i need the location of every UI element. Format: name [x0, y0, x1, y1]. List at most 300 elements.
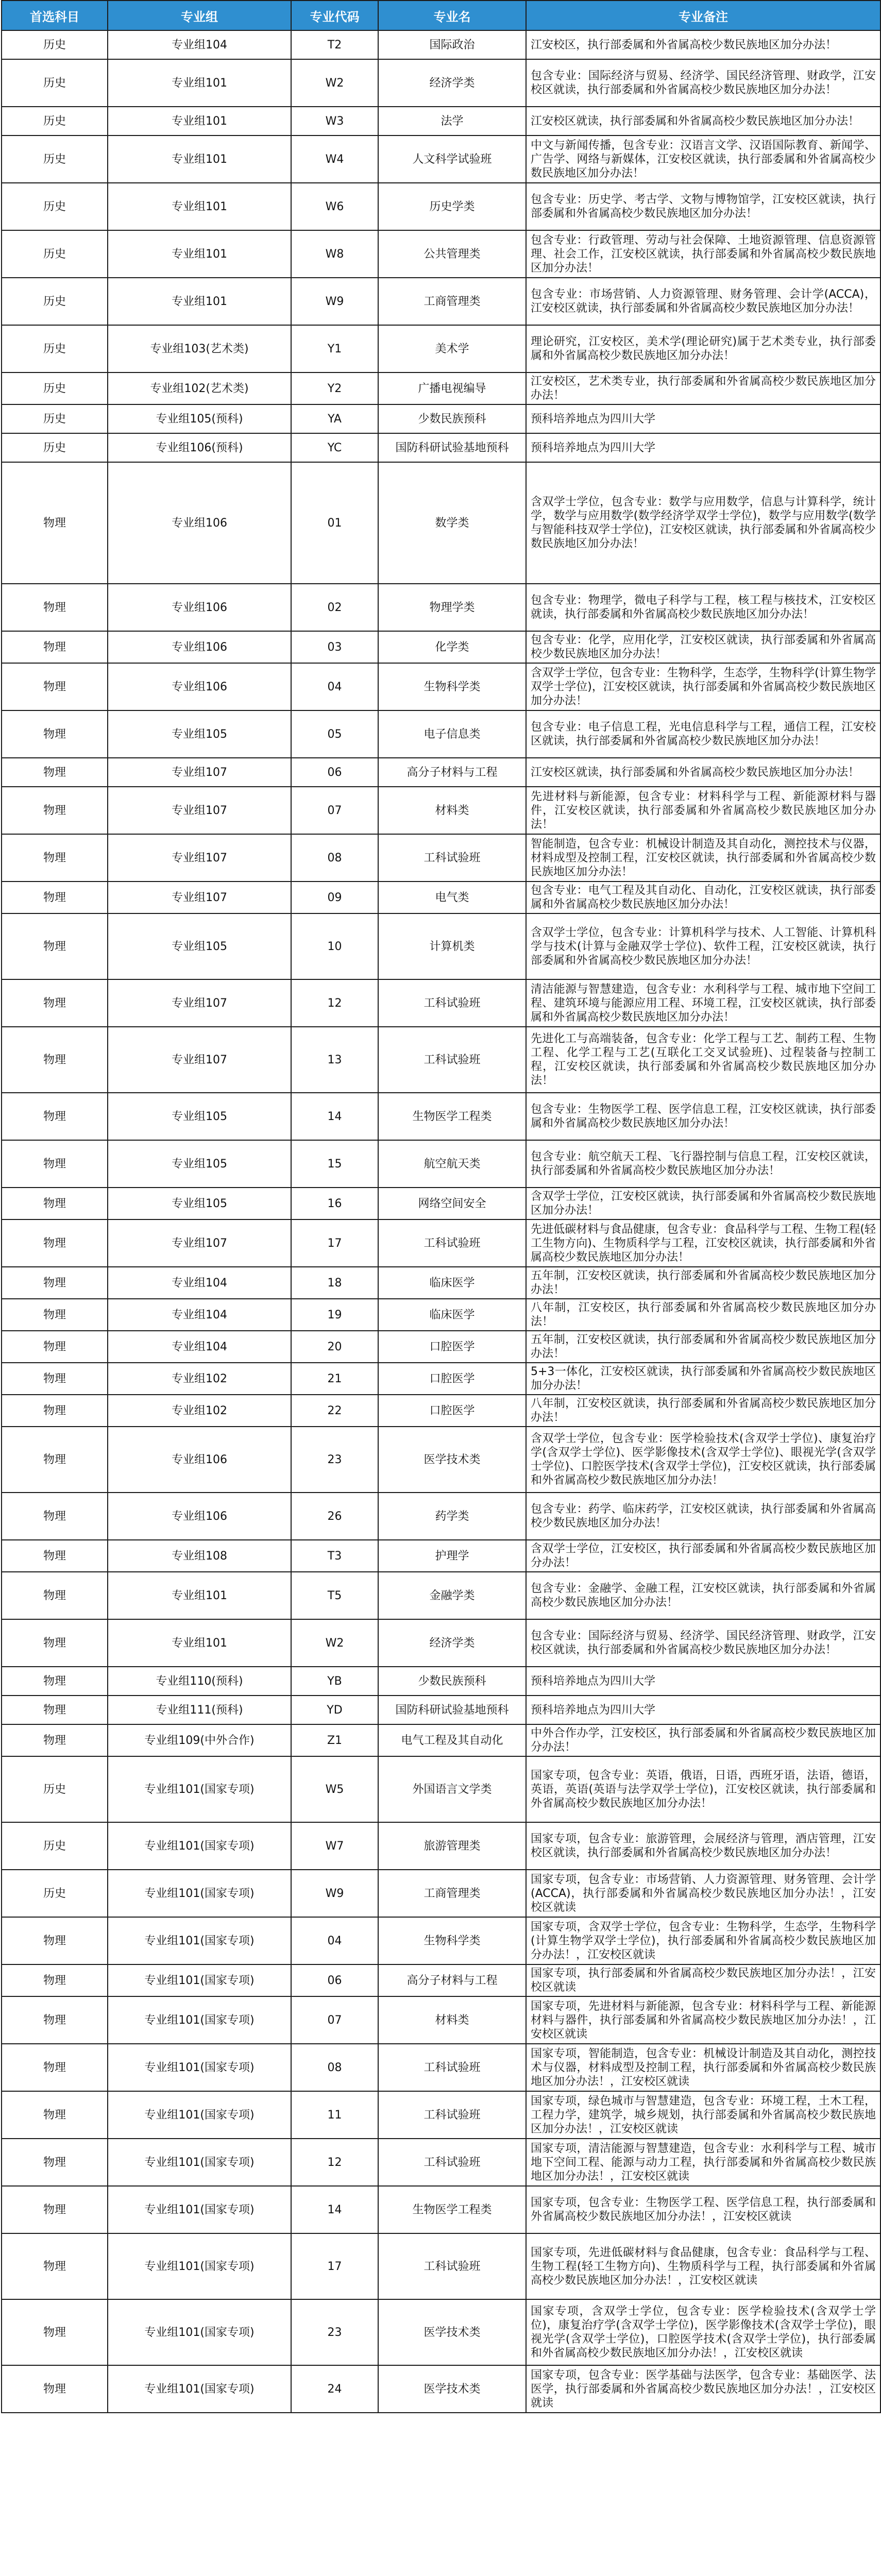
- table-row: [2, 107, 880, 135]
- cell-group: 专业组101: [108, 135, 291, 183]
- cell-subject: 物理: [2, 462, 108, 584]
- cell-group: 专业组105: [108, 913, 291, 979]
- cell-major-note: 预科培养地点为四川大学: [526, 1667, 880, 1696]
- table-row: [2, 1363, 880, 1395]
- cell-code: W3: [291, 107, 378, 135]
- cell-subject: 物理: [2, 758, 108, 787]
- cell-group: 专业组101(国家专项): [108, 2186, 291, 2233]
- cell-major-name: 少数民族预科: [378, 1667, 526, 1696]
- header-major-note: 专业备注: [526, 1, 880, 30]
- cell-code: 04: [291, 1917, 378, 1964]
- cell-major-name: 高分子材料与工程: [378, 1964, 526, 1996]
- cell-major-name: 生物医学工程类: [378, 1093, 526, 1140]
- cell-major-note: 国家专项，包含专业：市场营销、人力资源管理、财务管理、会计学(ACCA)，执行部委属和外省属高校少数民族地区加分办法！，江安校区就读: [526, 1870, 880, 1917]
- table-row: [2, 1572, 880, 1619]
- cell-code: 14: [291, 1093, 378, 1140]
- cell-subject: 物理: [2, 1572, 108, 1619]
- cell-code: 20: [291, 1331, 378, 1363]
- cell-major-note: 含双学士学位，江安校区就读，执行部委属和外省属高校少数民族地区加分办法！: [526, 1188, 880, 1219]
- cell-major-note: 八年制，江安校区，执行部委属和外省属高校少数民族地区加分办法！: [526, 1299, 880, 1331]
- cell-code: W2: [291, 1619, 378, 1667]
- table-row: [2, 2139, 880, 2186]
- cell-subject: 物理: [2, 1188, 108, 1219]
- cell-major-name: 经济学类: [378, 1619, 526, 1667]
- cell-group: 专业组101(国家专项): [108, 2233, 291, 2299]
- cell-major-note: 先进化工与高端装备，包含专业：化学工程与工艺、制药工程、生物工程、化学工程与工艺(互联化工交叉试验班)、过程装备与控制工程，江安校区就读，执行部委属和外省属高校少数民族地区加分办法！: [526, 1027, 880, 1093]
- cell-code: 14: [291, 2186, 378, 2233]
- cell-major-name: 材料类: [378, 1996, 526, 2044]
- cell-group: 专业组105: [108, 1140, 291, 1188]
- cell-code: 16: [291, 1188, 378, 1219]
- cell-major-name: 网络空间安全: [378, 1188, 526, 1219]
- cell-group: 专业组105: [108, 1093, 291, 1140]
- cell-subject: 历史: [2, 325, 108, 372]
- cell-major-note: 国家专项，清洁能源与智慧建造，包含专业：水利科学与工程、城市地下空间工程、能源与动力工程，执行部委属和外省属高校少数民族地区加分办法！，江安校区就读: [526, 2139, 880, 2186]
- cell-major-name: 工科试验班: [378, 2044, 526, 2091]
- cell-code: 08: [291, 2044, 378, 2091]
- cell-subject: 历史: [2, 1756, 108, 1822]
- cell-group: 专业组101(国家专项): [108, 1870, 291, 1917]
- table-row: [2, 663, 880, 710]
- cell-subject: 历史: [2, 230, 108, 278]
- table-row: [2, 1822, 880, 1870]
- cell-subject: 物理: [2, 1267, 108, 1299]
- table-row: [2, 30, 880, 59]
- cell-major-note: 包含专业：历史学、考古学、文物与博物馆学，江安校区就读，执行部委属和外省属高校少数民族地区加分办法！: [526, 183, 880, 230]
- cell-major-name: 口腔医学: [378, 1363, 526, 1395]
- cell-subject: 物理: [2, 631, 108, 663]
- cell-major-name: 医学技术类: [378, 1427, 526, 1493]
- cell-code: W7: [291, 1822, 378, 1870]
- table-row: [2, 325, 880, 372]
- cell-code: 13: [291, 1027, 378, 1093]
- cell-code: 24: [291, 2365, 378, 2413]
- cell-major-name: 经济学类: [378, 59, 526, 107]
- cell-major-note: 包含专业：国际经济与贸易、经济学、国民经济管理、财政学，江安校区就读，执行部委属和外省属高校少数民族地区加分办法！: [526, 59, 880, 107]
- cell-group: 专业组106: [108, 631, 291, 663]
- cell-major-note: 五年制，江安校区就读，执行部委属和外省属高校少数民族地区加分办法！: [526, 1267, 880, 1299]
- cell-subject: 历史: [2, 59, 108, 107]
- cell-major-note: 国家专项，包含专业：旅游管理，会展经济与管理，酒店管理，江安校区就读，执行部委属和外省属高校少数民族地区加分办法！: [526, 1822, 880, 1870]
- cell-group: 专业组101: [108, 230, 291, 278]
- cell-major-note: 国家专项，包含专业：英语，俄语，日语，西班牙语，法语，德语，英语，英语(英语与法学双学士学位)，江安校区就读，执行部委属和外省属高校少数民族地区加分办法！: [526, 1756, 880, 1822]
- cell-major-name: 广播电视编导: [378, 372, 526, 404]
- cell-major-name: 工科试验班: [378, 2091, 526, 2139]
- cell-major-note: 八年制，江安校区就读，执行部委属和外省属高校少数民族地区加分办法！: [526, 1395, 880, 1427]
- cell-major-note: 中外合作办学，江安校区，执行部委属和外省属高校少数民族地区加分办法！: [526, 1724, 880, 1756]
- table-row: [2, 230, 880, 278]
- table-row: [2, 1756, 880, 1822]
- cell-major-note: 国家专项，含双学士学位，包含专业：医学检验技术(含双学士学位)，康复治疗学(含双学士学位)，医学影像技术(含双学士学位)，眼视光学(含双学士学位)，口腔医学技术(含双学士学位)，执行部委属和外省属高校少数民族地区加分办法！，江安校区就读: [526, 2299, 880, 2365]
- cell-group: 专业组102: [108, 1363, 291, 1395]
- cell-subject: 物理: [2, 1964, 108, 1996]
- cell-group: 专业组110(预科): [108, 1667, 291, 1696]
- cell-major-note: 包含专业：药学、临床药学，江安校区就读，执行部委属和外省属高校少数民族地区加分办法！: [526, 1493, 880, 1540]
- cell-group: 专业组101(国家专项): [108, 1917, 291, 1964]
- cell-subject: 物理: [2, 1996, 108, 2044]
- cell-subject: 物理: [2, 882, 108, 913]
- table-row: [2, 979, 880, 1027]
- table-row: [2, 2233, 880, 2299]
- table-row: [2, 2091, 880, 2139]
- cell-major-note: 国家专项，绿色城市与智慧建造，包含专业：环境工程，土木工程，工程力学，建筑学，城乡规划，执行部委属和外省属高校少数民族地区加分办法！，江安校区就读: [526, 2091, 880, 2139]
- header-code: 专业代码: [291, 1, 378, 30]
- cell-major-note: 包含专业：市场营销、人力资源管理、财务管理、会计学(ACCA)，江安校区就读，执行部委属和外省属高校少数民族地区加分办法！: [526, 278, 880, 325]
- cell-code: 26: [291, 1493, 378, 1540]
- cell-group: 专业组101(国家专项): [108, 2091, 291, 2139]
- table-row: [2, 913, 880, 979]
- cell-code: Y1: [291, 325, 378, 372]
- table-row: [2, 1619, 880, 1667]
- cell-group: 专业组107: [108, 1027, 291, 1093]
- cell-subject: 物理: [2, 663, 108, 710]
- cell-subject: 历史: [2, 404, 108, 433]
- cell-major-name: 工科试验班: [378, 2233, 526, 2299]
- cell-major-name: 化学类: [378, 631, 526, 663]
- cell-code: 21: [291, 1363, 378, 1395]
- cell-major-note: 包含专业：化学，应用化学，江安校区就读，执行部委属和外省属高校少数民族地区加分办法！: [526, 631, 880, 663]
- table-row: [2, 1427, 880, 1493]
- cell-major-name: 法学: [378, 107, 526, 135]
- cell-code: 11: [291, 2091, 378, 2139]
- cell-code: 09: [291, 882, 378, 913]
- cell-major-note: 理论研究，江安校区，美术学(理论研究)属于艺术类专业，执行部委属和外省属高校少数民族地区加分办法！: [526, 325, 880, 372]
- cell-major-note: 国家专项，包含专业：生物医学工程、医学信息工程，执行部委属和外省属高校少数民族地区加分办法！，江安校区就读: [526, 2186, 880, 2233]
- cell-subject: 物理: [2, 913, 108, 979]
- cell-major-name: 电气工程及其自动化: [378, 1724, 526, 1756]
- table-row: [2, 404, 880, 433]
- cell-subject: 历史: [2, 278, 108, 325]
- cell-major-name: 生物科学类: [378, 1917, 526, 1964]
- cell-code: 08: [291, 834, 378, 882]
- cell-subject: 物理: [2, 2091, 108, 2139]
- cell-code: 19: [291, 1299, 378, 1331]
- cell-subject: 物理: [2, 1724, 108, 1756]
- cell-major-name: 少数民族预科: [378, 404, 526, 433]
- cell-major-name: 生物医学工程类: [378, 2186, 526, 2233]
- cell-group: 专业组101: [108, 1572, 291, 1619]
- cell-code: 04: [291, 663, 378, 710]
- cell-major-name: 航空航天类: [378, 1140, 526, 1188]
- cell-major-name: 电气类: [378, 882, 526, 913]
- cell-major-note: 包含专业：国际经济与贸易、经济学、国民经济管理、财政学，江安校区就读，执行部委属和外省属高校少数民族地区加分办法！: [526, 1619, 880, 1667]
- table-row: [2, 1299, 880, 1331]
- cell-group: 专业组108: [108, 1540, 291, 1572]
- header-group: 专业组: [108, 1, 291, 30]
- cell-major-note: 五年制，江安校区就读，执行部委属和外省属高校少数民族地区加分办法！: [526, 1331, 880, 1363]
- cell-group: 专业组105: [108, 710, 291, 758]
- table-row: [2, 2186, 880, 2233]
- cell-subject: 物理: [2, 1140, 108, 1188]
- table-row: [2, 758, 880, 787]
- table-header-row: [2, 1, 880, 30]
- cell-group: 专业组102(艺术类): [108, 372, 291, 404]
- cell-code: Z1: [291, 1724, 378, 1756]
- cell-subject: 历史: [2, 372, 108, 404]
- admission-plan-table: [1, 0, 881, 2413]
- cell-subject: 历史: [2, 107, 108, 135]
- cell-code: 12: [291, 979, 378, 1027]
- cell-major-note: 含双学士学位，江安校区，执行部委属和外省属高校少数民族地区加分办法！: [526, 1540, 880, 1572]
- cell-group: 专业组103(艺术类): [108, 325, 291, 372]
- cell-group: 专业组102: [108, 1395, 291, 1427]
- cell-major-note: 国家专项，含双学士学位，包含专业：生物科学，生态学，生物科学(计算生物学双学士学位)，执行部委属和外省属高校少数民族地区加分办法！，江安校区就读: [526, 1917, 880, 1964]
- cell-code: 06: [291, 1964, 378, 1996]
- cell-major-note: 国家专项，包含专业：医学基础与法医学，包含专业：基础医学、法医学，执行部委属和外省属高校少数民族地区加分办法！，江安校区就读: [526, 2365, 880, 2413]
- cell-major-note: 智能制造，包含专业：机械设计制造及其自动化，测控技术与仪器，材料成型及控制工程，江安校区就读，执行部委属和外省属高校少数民族地区加分办法！: [526, 834, 880, 882]
- cell-subject: 物理: [2, 1493, 108, 1540]
- header-subject: 首选科目: [2, 1, 108, 30]
- cell-group: 专业组106: [108, 462, 291, 584]
- cell-subject: 物理: [2, 1093, 108, 1140]
- table-row: [2, 1188, 880, 1219]
- cell-code: 22: [291, 1395, 378, 1427]
- cell-code: 02: [291, 584, 378, 631]
- cell-major-note: 预科培养地点为四川大学: [526, 433, 880, 462]
- cell-major-name: 工商管理类: [378, 278, 526, 325]
- cell-subject: 历史: [2, 1870, 108, 1917]
- cell-subject: 物理: [2, 787, 108, 834]
- cell-group: 专业组101: [108, 1619, 291, 1667]
- cell-group: 专业组105(预科): [108, 404, 291, 433]
- table-row: [2, 183, 880, 230]
- table-row: [2, 1696, 880, 1724]
- cell-subject: 物理: [2, 1619, 108, 1667]
- cell-code: T2: [291, 30, 378, 59]
- table-row: [2, 372, 880, 404]
- cell-major-name: 旅游管理类: [378, 1822, 526, 1870]
- cell-major-note: 5+3一体化，江安校区就读，执行部委属和外省属高校少数民族地区加分办法！: [526, 1363, 880, 1395]
- cell-major-name: 工科试验班: [378, 1219, 526, 1267]
- cell-major-name: 生物科学类: [378, 663, 526, 710]
- cell-group: 专业组107: [108, 979, 291, 1027]
- cell-subject: 物理: [2, 1363, 108, 1395]
- cell-major-note: 包含专业：电气工程及其自动化、自动化，江安校区就读，执行部委属和外省属高校少数民族地区加分办法！: [526, 882, 880, 913]
- cell-major-name: 医学技术类: [378, 2365, 526, 2413]
- cell-major-name: 口腔医学: [378, 1331, 526, 1363]
- cell-code: Y2: [291, 372, 378, 404]
- cell-group: 专业组101(国家专项): [108, 1996, 291, 2044]
- cell-major-name: 临床医学: [378, 1299, 526, 1331]
- cell-code: YB: [291, 1667, 378, 1696]
- table-row: [2, 834, 880, 882]
- cell-major-name: 公共管理类: [378, 230, 526, 278]
- cell-code: W2: [291, 59, 378, 107]
- cell-major-note: 江安校区就读，执行部委属和外省属高校少数民族地区加分办法！: [526, 107, 880, 135]
- cell-subject: 历史: [2, 135, 108, 183]
- cell-group: 专业组109(中外合作): [108, 1724, 291, 1756]
- cell-major-name: 工科试验班: [378, 2139, 526, 2186]
- cell-code: 23: [291, 1427, 378, 1493]
- cell-major-name: 工科试验班: [378, 979, 526, 1027]
- cell-major-note: 江安校区就读，执行部委属和外省属高校少数民族地区加分办法！: [526, 758, 880, 787]
- cell-major-note: 含双学士学位，包含专业：医学检验技术(含双学士学位)、康复治疗学(含双学士学位)、医学影像技术(含双学士学位)、眼视光学(含双学士学位)、口腔医学技术(含双学士学位)，江安校区就读，执行部委属和外省属高校少数民族地区加分办法！: [526, 1427, 880, 1493]
- header-major-name: 专业名: [378, 1, 526, 30]
- cell-group: 专业组101(国家专项): [108, 2299, 291, 2365]
- cell-major-note: 先进低碳材料与食品健康，包含专业：食品科学与工程、生物工程(轻工生物方向)、生物质科学与工程，江安校区就读，执行部委属和外省属高校少数民族地区加分办法！: [526, 1219, 880, 1267]
- cell-subject: 历史: [2, 30, 108, 59]
- table-row: [2, 433, 880, 462]
- table-row: [2, 710, 880, 758]
- cell-code: W8: [291, 230, 378, 278]
- cell-code: 01: [291, 462, 378, 584]
- cell-code: 17: [291, 2233, 378, 2299]
- cell-major-name: 数学类: [378, 462, 526, 584]
- cell-major-name: 临床医学: [378, 1267, 526, 1299]
- cell-code: YA: [291, 404, 378, 433]
- cell-code: 18: [291, 1267, 378, 1299]
- table-row: [2, 1667, 880, 1696]
- cell-group: 专业组107: [108, 758, 291, 787]
- cell-code: YC: [291, 433, 378, 462]
- cell-subject: 物理: [2, 1027, 108, 1093]
- cell-subject: 物理: [2, 2139, 108, 2186]
- table-row: [2, 278, 880, 325]
- cell-major-name: 美术学: [378, 325, 526, 372]
- table-body: [2, 30, 880, 2413]
- cell-major-note: 含双学士学位，包含专业：数学与应用数学，信息与计算科学，统计学，数学与应用数学(数学经济学双学士学位)，数学与应用数学(数学与智能科技双学士学位)，江安校区就读，执行部委属和外省属高校少数民族地区加分办法！: [526, 462, 880, 584]
- table-row: [2, 1493, 880, 1540]
- cell-subject: 物理: [2, 979, 108, 1027]
- cell-major-note: 中文与新闻传播，包含专业：汉语言文学、汉语国际教育、新闻学、广告学、网络与新媒体，江安校区就读，执行部委属和外省属高校少数民族地区加分办法！: [526, 135, 880, 183]
- cell-major-name: 外国语言文学类: [378, 1756, 526, 1822]
- cell-group: 专业组101: [108, 107, 291, 135]
- cell-code: W4: [291, 135, 378, 183]
- table-row: [2, 882, 880, 913]
- cell-major-name: 物理学类: [378, 584, 526, 631]
- cell-major-name: 电子信息类: [378, 710, 526, 758]
- cell-group: 专业组101(国家专项): [108, 1822, 291, 1870]
- cell-major-name: 历史学类: [378, 183, 526, 230]
- table-row: [2, 2299, 880, 2365]
- cell-major-note: 含双学士学位，包含专业：生物科学，生态学，生物科学(计算生物学双学士学位)，江安校区就读，执行部委属和外省属高校少数民族地区加分办法！: [526, 663, 880, 710]
- table-row: [2, 1540, 880, 1572]
- cell-major-name: 工科试验班: [378, 1027, 526, 1093]
- cell-major-name: 人文科学试验班: [378, 135, 526, 183]
- cell-major-name: 国防科研试验基地预科: [378, 433, 526, 462]
- cell-group: 专业组101: [108, 183, 291, 230]
- table-row: [2, 1917, 880, 1964]
- cell-group: 专业组104: [108, 1299, 291, 1331]
- cell-major-note: 包含专业：行政管理、劳动与社会保障、土地资源管理、信息资源管理、社会工作，江安校区就读，执行部委属和外省属高校少数民族地区加分办法！: [526, 230, 880, 278]
- cell-group: 专业组106(预科): [108, 433, 291, 462]
- cell-major-note: 包含专业：金融学、金融工程，江安校区就读，执行部委属和外省属高校少数民族地区加分办法！: [526, 1572, 880, 1619]
- table-row: [2, 631, 880, 663]
- cell-major-note: 国家专项，先进材料与新能源，包含专业：材料科学与工程、新能源材料与器件，执行部委属和外省属高校少数民族地区加分办法！，江安校区就读: [526, 1996, 880, 2044]
- cell-major-name: 金融学类: [378, 1572, 526, 1619]
- cell-major-name: 材料类: [378, 787, 526, 834]
- table-row: [2, 1093, 880, 1140]
- table-row: [2, 59, 880, 107]
- table-row: [2, 1996, 880, 2044]
- cell-major-name: 口腔医学: [378, 1395, 526, 1427]
- table-row: [2, 1964, 880, 1996]
- table-row: [2, 2365, 880, 2413]
- cell-subject: 物理: [2, 2044, 108, 2091]
- cell-major-note: 含双学士学位，包含专业：计算机科学与技术、人工智能、计算机科学与技术(计算与金融双学士学位)、软件工程，江安校区就读，执行部委属和外省属高校少数民族地区加分办法！: [526, 913, 880, 979]
- table-row: [2, 1027, 880, 1093]
- cell-group: 专业组101: [108, 59, 291, 107]
- cell-group: 专业组106: [108, 584, 291, 631]
- cell-code: 17: [291, 1219, 378, 1267]
- cell-subject: 物理: [2, 2365, 108, 2413]
- cell-group: 专业组106: [108, 663, 291, 710]
- table-row: [2, 2044, 880, 2091]
- cell-major-note: 预科培养地点为四川大学: [526, 1696, 880, 1724]
- cell-major-note: 国家专项，执行部委属和外省属高校少数民族地区加分办法！，江安校区就读: [526, 1964, 880, 1996]
- cell-subject: 物理: [2, 1540, 108, 1572]
- cell-code: T5: [291, 1572, 378, 1619]
- cell-code: 10: [291, 913, 378, 979]
- cell-major-name: 药学类: [378, 1493, 526, 1540]
- cell-major-note: 国家专项，智能制造，包含专业：机械设计制造及其自动化，测控技术与仪器，材料成型及控制工程，执行部委属和外省属高校少数民族地区加分办法！，江安校区就读: [526, 2044, 880, 2091]
- cell-major-note: 预科培养地点为四川大学: [526, 404, 880, 433]
- cell-subject: 物理: [2, 1219, 108, 1267]
- cell-code: 23: [291, 2299, 378, 2365]
- cell-subject: 物理: [2, 834, 108, 882]
- cell-major-note: 清洁能源与智慧建造，包含专业：水利科学与工程、城市地下空间工程、建筑环境与能源应用工程、环境工程，江安校区就读，执行部委属和外省属高校少数民族地区加分办法！: [526, 979, 880, 1027]
- cell-subject: 物理: [2, 1299, 108, 1331]
- cell-subject: 物理: [2, 2299, 108, 2365]
- cell-major-name: 高分子材料与工程: [378, 758, 526, 787]
- cell-code: W5: [291, 1756, 378, 1822]
- cell-major-name: 工科试验班: [378, 834, 526, 882]
- cell-major-name: 计算机类: [378, 913, 526, 979]
- cell-major-note: 包含专业：物理学，微电子科学与工程，核工程与核技术，江安校区就读，执行部委属和外省属高校少数民族地区加分办法！: [526, 584, 880, 631]
- cell-subject: 物理: [2, 1395, 108, 1427]
- cell-major-note: 包含专业：生物医学工程、医学信息工程，江安校区就读，执行部委属和外省属高校少数民族地区加分办法！: [526, 1093, 880, 1140]
- cell-subject: 历史: [2, 433, 108, 462]
- cell-group: 专业组101(国家专项): [108, 2044, 291, 2091]
- cell-major-note: 国家专项，先进低碳材料与食品健康，包含专业：食品科学与工程、生物工程(轻工生物方向)、生物质科学与工程，执行部委属和外省属高校少数民族地区加分办法！，江安校区就读: [526, 2233, 880, 2299]
- table-row: [2, 1870, 880, 1917]
- cell-group: 专业组104: [108, 1267, 291, 1299]
- cell-code: W9: [291, 1870, 378, 1917]
- cell-group: 专业组104: [108, 1331, 291, 1363]
- cell-major-note: 包含专业：电子信息工程，光电信息科学与工程，通信工程，江安校区就读，执行部委属和外省属高校少数民族地区加分办法！: [526, 710, 880, 758]
- cell-subject: 历史: [2, 1822, 108, 1870]
- cell-major-name: 国际政治: [378, 30, 526, 59]
- cell-major-note: 江安校区，执行部委属和外省属高校少数民族地区加分办法！: [526, 30, 880, 59]
- cell-code: T3: [291, 1540, 378, 1572]
- cell-major-note: 包含专业：航空航天工程、飞行器控制与信息工程，江安校区就读，执行部委属和外省属高校少数民族地区加分办法！: [526, 1140, 880, 1188]
- cell-group: 专业组101(国家专项): [108, 1964, 291, 1996]
- cell-group: 专业组107: [108, 834, 291, 882]
- cell-code: 03: [291, 631, 378, 663]
- cell-subject: 物理: [2, 1667, 108, 1696]
- cell-subject: 物理: [2, 2233, 108, 2299]
- cell-group: 专业组101(国家专项): [108, 2139, 291, 2186]
- cell-group: 专业组107: [108, 882, 291, 913]
- cell-major-name: 工商管理类: [378, 1870, 526, 1917]
- cell-code: 06: [291, 758, 378, 787]
- cell-subject: 物理: [2, 1917, 108, 1964]
- cell-code: 07: [291, 787, 378, 834]
- cell-major-name: 护理学: [378, 1540, 526, 1572]
- cell-group: 专业组101(国家专项): [108, 1756, 291, 1822]
- cell-code: W6: [291, 183, 378, 230]
- cell-code: 15: [291, 1140, 378, 1188]
- table-row: [2, 1724, 880, 1756]
- cell-code: 07: [291, 1996, 378, 2044]
- cell-group: 专业组106: [108, 1493, 291, 1540]
- cell-group: 专业组104: [108, 30, 291, 59]
- cell-group: 专业组106: [108, 1427, 291, 1493]
- table-row: [2, 1395, 880, 1427]
- table-row: [2, 1267, 880, 1299]
- cell-code: 05: [291, 710, 378, 758]
- cell-group: 专业组111(预科): [108, 1696, 291, 1724]
